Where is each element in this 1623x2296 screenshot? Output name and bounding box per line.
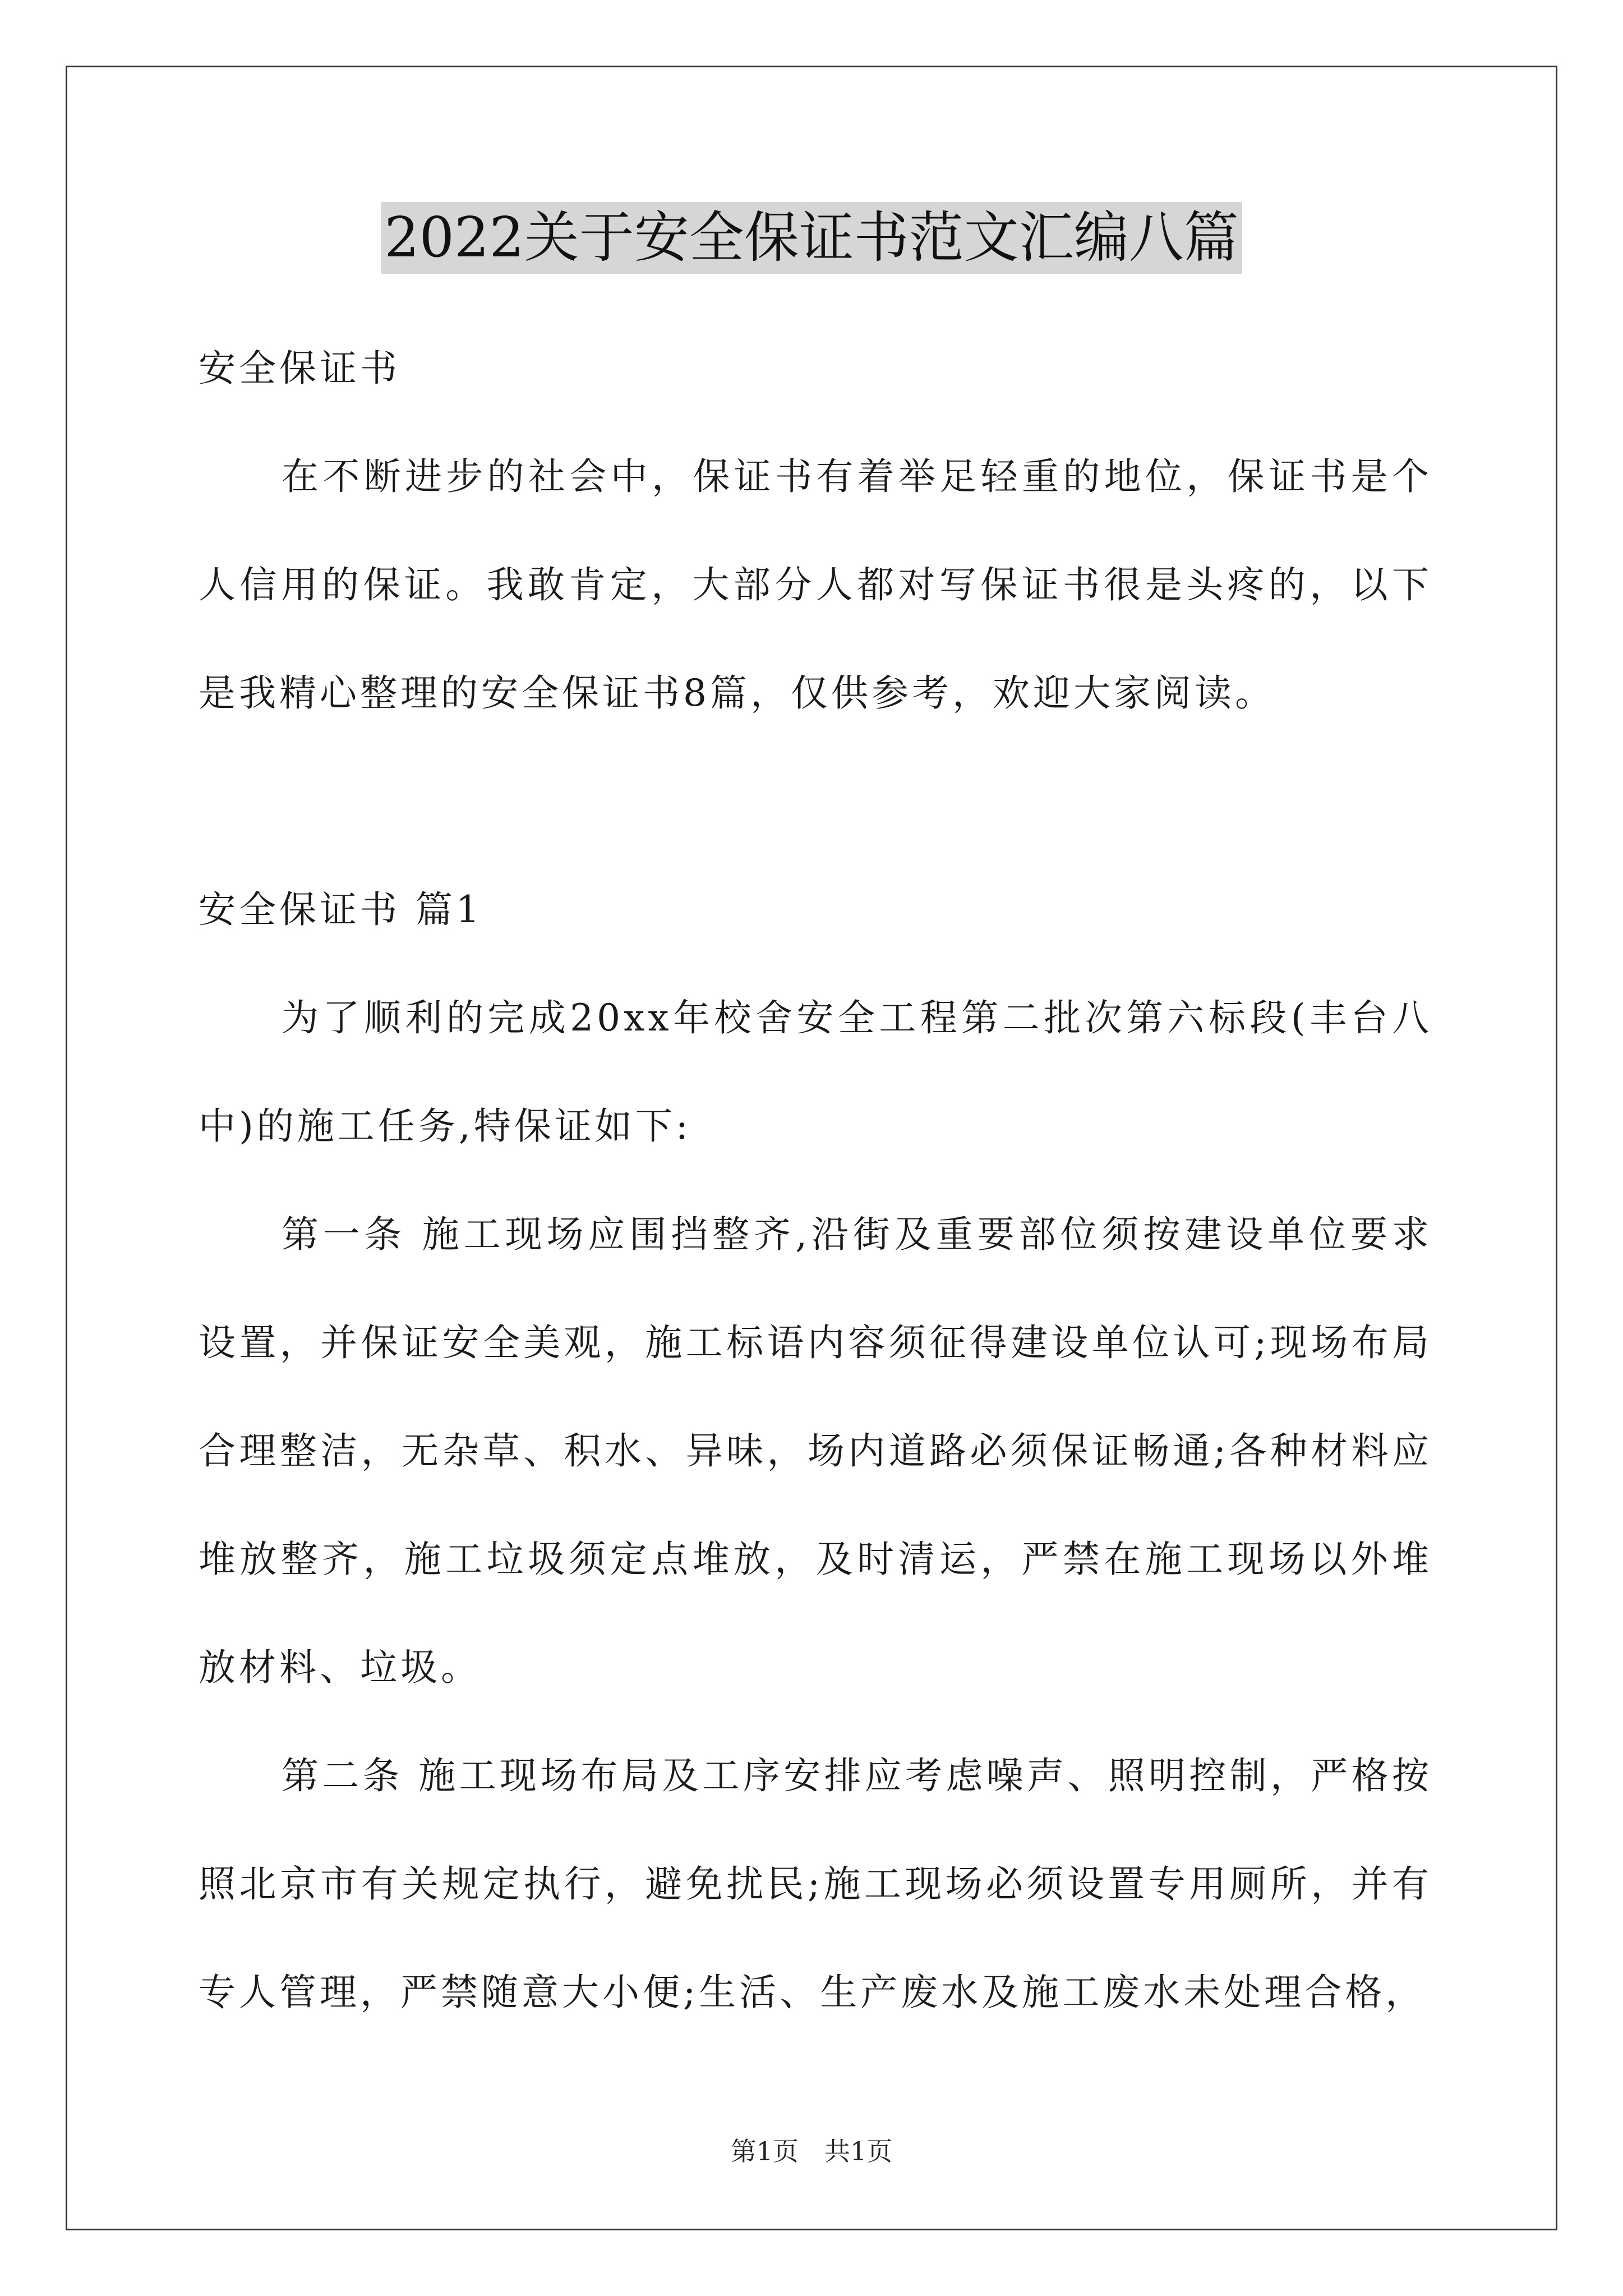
intro-paragraph: 在不断进步的社会中，保证书有着举足轻重的地位，保证书是个人信用的保证。我敢肯定，大部分人都对写保证书很是头疼的，以下是我精心整理的安全保证书8篇，仅供参考，欢迎大家阅读。 [199, 455, 1432, 715]
paragraph-article-2: 第二条 施工现场布局及工序安排应考虑噪声、照明控制，严格按照北京市有关规定执行，避免扰民;施工现场必须设置专用厕所，并有专人管理，严禁随意大小便;生活、生产废水及施工废水未处理合格， [199, 1754, 1432, 2014]
paragraph-article-1: 第一条 施工现场应围挡整齐,沿街及重要部位须按建设单位要求设置，并保证安全美观，施工标语内容须征得建设单位认可;现场布局合理整洁，无杂草、积水、异味，场内道路必须保证畅通;各种材料应堆放整齐，施工垃圾须定点堆放，及时清运，严禁在施工现场以外堆放材料、垃圾。 [199, 1213, 1432, 1689]
document-body [199, 314, 1432, 2046]
title-container [0, 202, 1623, 274]
page-footer [0, 2134, 1623, 2168]
chapter-heading: 安全保证书 篇1 [199, 888, 483, 931]
page-number: 第1页 共1页 [730, 2136, 893, 2166]
blank-line [199, 747, 1432, 855]
paragraph-purpose: 为了顺利的完成20xx年校舍安全工程第二批次第六标段(丰台八中)的施工任务,特保证如下: [199, 996, 1432, 1148]
section-heading: 安全保证书 [199, 347, 400, 390]
document-title: 2022关于安全保证书范文汇编八篇 [381, 202, 1242, 274]
